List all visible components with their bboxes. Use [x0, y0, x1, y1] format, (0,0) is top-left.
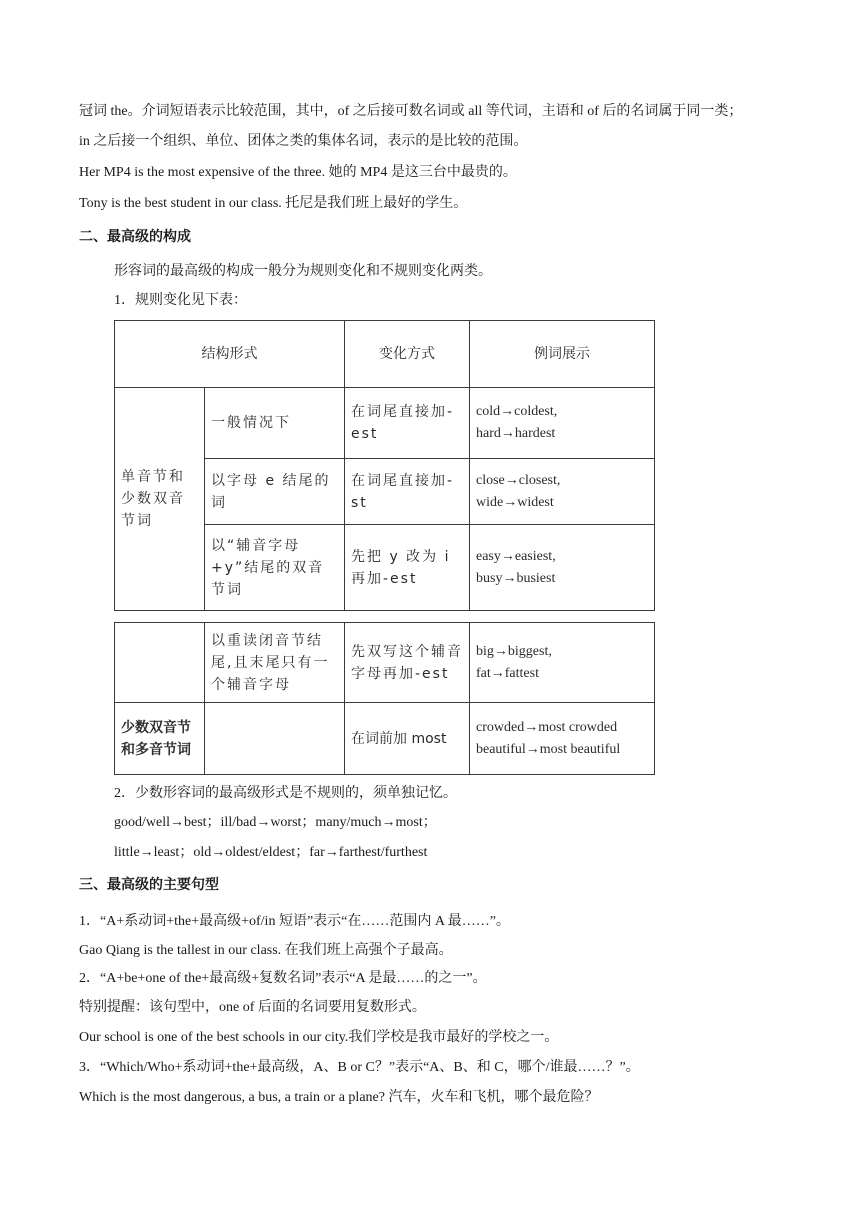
- irregular-forms-line-2: little→least；old→oldest/eldest；far→farthest/furthest: [114, 845, 428, 860]
- section-2-heading: 二、最高级的构成: [79, 229, 191, 245]
- example-word: cold→coldest,: [476, 404, 558, 419]
- table-header-examples: 例词展示: [470, 321, 655, 388]
- table-row-examples: [470, 525, 655, 611]
- pattern-2-example: Our school is one of the best schools in our city.我们学校是我市最好的学校之一。: [79, 1030, 559, 1045]
- pattern-2-note: 特别提醒：该句型中，one of 后面的名词要用复数形式。: [79, 1000, 426, 1015]
- example-word: crowded→most crowded: [476, 719, 618, 735]
- table-row-condition: [205, 703, 345, 775]
- pattern-2: 2．“A+be+one of the+最高级+复数名词”表示“A 是最……的之一”。: [79, 971, 487, 986]
- pattern-1: 1．“A+系动词+the+最高级+of/in 短语”表示“在……范围内 A 最……”。: [79, 914, 510, 929]
- pattern-1-example: Gao Qiang is the tallest in our class. 在我们班上高强个子最高。: [79, 943, 453, 958]
- table-row-method: 在词前加 most: [345, 703, 470, 775]
- pattern-3-example: Which is the most dangerous, a bus, a train or a plane? 汽车，火车和飞机，哪个最危险？: [79, 1090, 599, 1105]
- table-group-label: [115, 623, 205, 703]
- intro-line-1: 冠词 the。介词短语表示比较范围，其中，of 之后接可数名词或 all 等代词，主语和 of 后的名词属于同一类；: [79, 104, 743, 119]
- intro-line-2: in 之后接一个组织、单位、团体之类的集体名词，表示的是比较的范围。: [79, 134, 528, 149]
- table-row-condition: 以字母 e 结尾的词: [205, 459, 345, 525]
- table-row-method: 先把 y 改为 i 再加-est: [345, 525, 470, 611]
- table-row-condition: 一般情况下: [205, 388, 345, 459]
- pattern-3: 3．“Which/Who+系动词+the+最高级，A、B or C？”表示“A、B、和 C，哪个/谁最……？”。: [79, 1060, 640, 1075]
- table-row-examples: [470, 623, 655, 703]
- example-word: fat→fattest: [476, 665, 539, 681]
- example-word: wide→widest: [476, 494, 554, 510]
- intro-example-2: Tony is the best student in our class. 托尼是我们班上最好的学生。: [79, 196, 468, 211]
- table-row-method: 先双写这个辅音字母再加-est: [345, 623, 470, 703]
- section-3-heading: 三、最高级的主要句型: [79, 877, 219, 893]
- example-word: big→biggest,: [476, 643, 552, 659]
- table-row-method: 在词尾直接加-st: [345, 459, 470, 525]
- table-header-method: 变化方式: [345, 321, 470, 388]
- table-row-condition: 以“辅音字母+y”结尾的双音节词: [205, 525, 345, 611]
- intro-example-1: Her MP4 is the most expensive of the three. 她的 MP4 是这三台中最贵的。: [79, 165, 517, 180]
- table-row-examples: [470, 703, 655, 775]
- regular-change-table-1: [114, 320, 655, 611]
- section-2-item-2: 2．少数形容词的最高级形式是不规则的，须单独记忆。: [114, 786, 457, 801]
- example-word: busy→busiest: [476, 570, 556, 586]
- table-group-label: 单音节和少数双音节词: [115, 388, 205, 611]
- irregular-forms-line-1: good/well→best；ill/bad→worst；many/much→most；: [114, 815, 437, 830]
- example-word: hard→hardest: [476, 426, 556, 441]
- example-word: easy→easiest,: [476, 548, 556, 564]
- table-header-structure: 结构形式: [115, 321, 345, 388]
- table-group-label: 少数双音节和多音节词: [115, 703, 205, 775]
- section-2-paragraph: 形容词的最高级的构成一般分为规则变化和不规则变化两类。: [114, 264, 492, 279]
- table-row-method: 在词尾直接加-est: [345, 388, 470, 459]
- section-2-item-1: 1．规则变化见下表：: [114, 293, 247, 308]
- example-word: beautiful→most beautiful: [476, 741, 621, 757]
- regular-change-table-2: [114, 622, 655, 775]
- table-row-examples: [470, 459, 655, 525]
- example-word: close→closest,: [476, 472, 561, 488]
- table-row-condition: 以重读闭音节结尾,且末尾只有一个辅音字母: [205, 623, 345, 703]
- table-row-examples: [470, 388, 655, 459]
